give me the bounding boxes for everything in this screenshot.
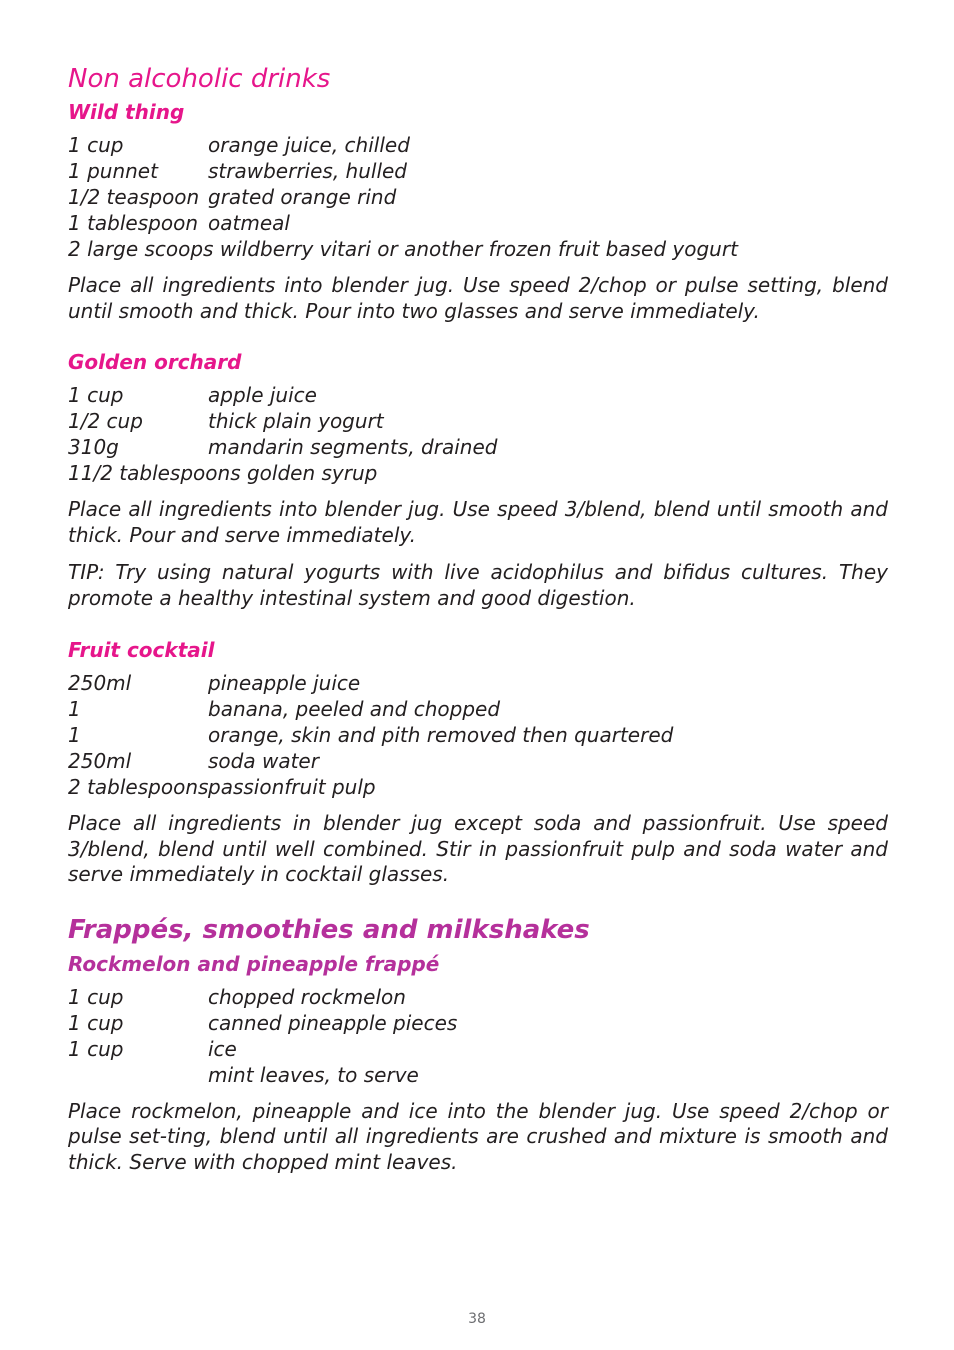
ingredient-row (68, 158, 888, 184)
recipe-golden-orchard (68, 344, 888, 611)
ingredient-list (68, 382, 888, 486)
ingredient-qty: 1 cup (68, 1036, 124, 1061)
ingredient-full: 11/2 tablespoons golden syrup (68, 461, 378, 485)
ingredient-qty: 1 punnet (68, 159, 158, 183)
ingredient-row (68, 722, 888, 748)
ingredient-row (68, 408, 888, 434)
ingredient-full: 2 large scoops wildberry vitari or another frozen fruit based yogurt (68, 237, 738, 261)
recipe-wild-thing (68, 94, 888, 324)
ingredient-row (68, 210, 888, 236)
ingredient-row (68, 434, 888, 460)
ingredient-row (68, 1062, 888, 1088)
ingredient-row (68, 236, 888, 262)
ingredient-qty: 1/2 cup (68, 409, 143, 433)
ingredient-item: strawberries, hulled (208, 159, 408, 183)
ingredient-item: pineapple juice (208, 671, 361, 695)
ingredient-qty: 250ml (68, 749, 132, 773)
ingredient-item: orange, skin and pith removed then quartered (208, 723, 674, 747)
ingredient-qty: 1 (68, 723, 81, 747)
ingredient-item: oatmeal (208, 211, 290, 235)
ingredient-qty: 2 tablespoons (68, 775, 209, 799)
recipe-title: Golden orchard (68, 350, 242, 374)
tip-text: TIP: Try using natural yogurts with live acidophilus and bifidus cultures. They promote a healthy intestinal system and good digestion. (68, 560, 888, 610)
ingredient-qty (68, 1062, 208, 1088)
ingredient-item: canned pineapple pieces (208, 1010, 458, 1035)
recipe-title: Wild thing (68, 100, 185, 124)
ingredient-item: mint leaves, to serve (208, 1062, 419, 1087)
ingredient-item: soda water (208, 749, 319, 773)
recipe-title: Rockmelon and pineapple frappé (68, 951, 440, 976)
ingredient-item: thick plain yogurt (208, 409, 384, 433)
ingredient-row (68, 984, 888, 1010)
recipe-title: Fruit cocktail (68, 638, 215, 662)
ingredient-qty: 1 cup (68, 133, 124, 157)
method-text: Place all ingredients into blender jug. Use speed 3/blend, blend until smooth and thick. Pour and serve immediately. (68, 497, 888, 547)
recipe-rockmelon-frappe (68, 946, 888, 1176)
ingredient-list (68, 132, 888, 262)
ingredient-item: mandarin segments, drained (208, 435, 498, 459)
ingredient-item: passionfruit pulp (208, 775, 376, 799)
ingredient-row (68, 774, 888, 800)
section-title-non-alcoholic: Non alcoholic drinks (68, 64, 331, 94)
ingredient-qty: 1 cup (68, 1010, 124, 1035)
ingredient-item: orange juice, chilled (208, 133, 410, 157)
ingredient-item: ice (208, 1036, 237, 1061)
ingredient-row (68, 1010, 888, 1036)
ingredient-row (68, 132, 888, 158)
ingredient-qty: 1 cup (68, 383, 124, 407)
ingredient-qty: 1 tablespoon (68, 211, 198, 235)
ingredient-item: apple juice (208, 383, 317, 407)
method-text: Place rockmelon, pineapple and ice into the blender jug. Use speed 2/chop or pulse set-ting, blend until all ingredients are crushed and mixture is smooth and thick. Serve with chopped mint leaves. (68, 1098, 888, 1174)
ingredient-row (68, 748, 888, 774)
ingredient-item: banana, peeled and chopped (208, 697, 501, 721)
ingredient-row (68, 1036, 888, 1062)
ingredient-row (68, 696, 888, 722)
page-content (68, 58, 888, 1175)
ingredient-list (68, 984, 888, 1088)
ingredient-qty: 1 cup (68, 984, 124, 1009)
page-number: 38 (468, 1311, 486, 1327)
ingredient-row (68, 184, 888, 210)
ingredient-qty: 1 (68, 697, 81, 721)
method-text: Place all ingredients in blender jug except soda and passionfruit. Use speed 3/blend, blend until well combined. Stir in passionfruit pulp and soda water and serve immediately in cocktail glasses. (68, 811, 888, 886)
ingredient-item: chopped rockmelon (208, 984, 406, 1009)
ingredient-row (68, 460, 888, 486)
ingredient-list (68, 670, 888, 800)
ingredient-item: grated orange rind (208, 185, 397, 209)
ingredient-row (68, 670, 888, 696)
ingredient-qty: 310g (68, 435, 119, 459)
recipe-fruit-cocktail (68, 632, 888, 888)
section-title-frappes: Frappés, smoothies and milkshakes (68, 914, 590, 945)
ingredient-row (68, 382, 888, 408)
ingredient-qty: 250ml (68, 671, 132, 695)
ingredient-qty: 1/2 teaspoon (68, 185, 200, 209)
method-text: Place all ingredients into blender jug. Use speed 2/chop or pulse setting, blend until smooth and thick. Pour into two glasses and serve immediately. (68, 273, 888, 323)
